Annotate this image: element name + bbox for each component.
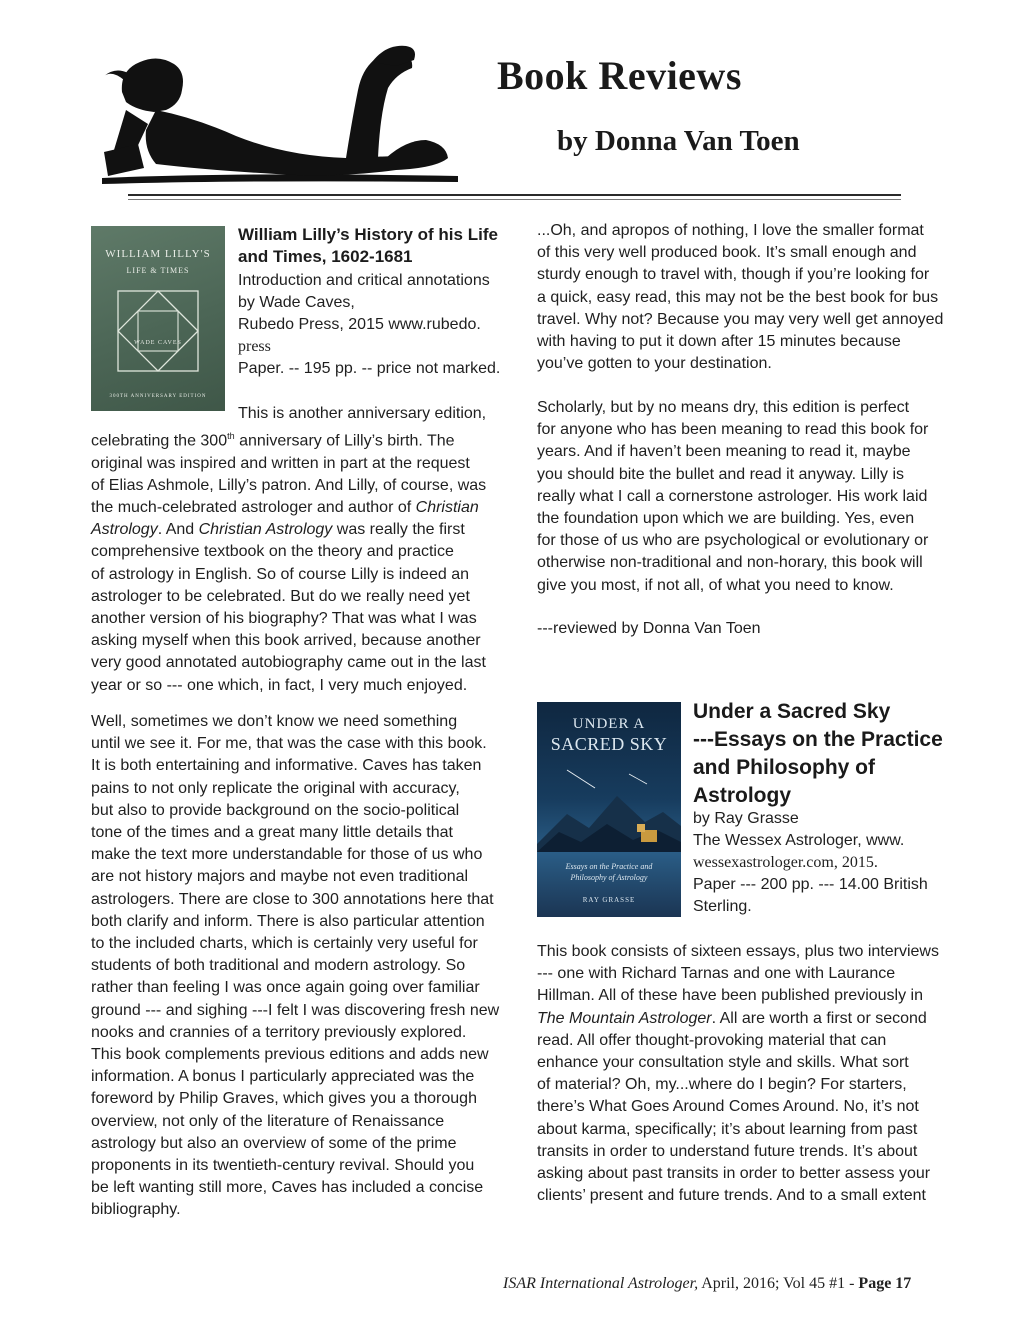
review1-title-line1: William Lilly’s History of his Life: [238, 225, 498, 244]
reading-woman-silhouette: [96, 40, 466, 190]
cover2-subtitle-1: Essays on the Practice and: [565, 862, 653, 871]
review1-detail-2: by Wade Caves,: [238, 294, 355, 311]
review1-para1-superscript: th: [227, 431, 235, 441]
header-rule: [128, 194, 901, 196]
cover2-title-line2: SACRED SKY: [550, 734, 668, 754]
cover2-subtitle-2: Philosophy of Astrology: [570, 873, 648, 882]
review1-para1-em-1b: Astrology: [91, 521, 158, 539]
review2-para1-em: The Mountain Astrologer: [537, 1009, 712, 1027]
page-footer: [503, 1275, 911, 1293]
review2-title-line1: Under a Sacred Sky: [693, 700, 891, 723]
review1-para4: Scholarly, but by no means dry, this edition is perfect for anyone who has been meaning to read this book for years. And if haven’t been meaning to read it, maybe you should bite the bullet and read it anyway. Lilly is really what I call a cornerstone astrologer. His work laid the foundation upon which we are building. Yes, even for those of us who are psychological or evolutionary or otherwise non-traditional and non-horary, this book will give you most, if not all, of what you need to know.: [537, 399, 929, 594]
review1-detail-3: Rubedo Press, 2015 www.rubedo.: [238, 316, 481, 333]
review1-title-line2: and Times, 1602-1681: [238, 247, 413, 266]
footer-page-number: Page 17: [858, 1275, 912, 1292]
header-rule-thin: [128, 199, 901, 200]
review2-detail-4: Paper --- 200 pp. --- 14.00 British: [693, 876, 928, 893]
review2-detail-1: by Ray Grasse: [693, 810, 799, 827]
cover2-title-line1: UNDER A: [572, 716, 646, 732]
cover-geometric-emblem: [115, 288, 201, 374]
author-byline: by Donna Van Toen: [557, 125, 800, 157]
review2-title-line4: Astrology: [693, 784, 792, 807]
lilly-book-cover: [91, 226, 225, 411]
cover-title-line2: LIFE & TIMES: [126, 266, 190, 275]
review1-para1-text-b: anniversary of Lilly’s birth. The original was inspired and written in part at the request of Elias Ashmole, Lilly’s patron. And Lilly, of course, was the much-celebrated astrologer and author of: [91, 432, 487, 516]
review2-para1-text-a: This book consists of sixteen essays, plus two interviews --- one with Richard Tarnas and one with Laurance Hillman. All of these have been published previously in: [537, 943, 939, 1005]
review1-para1-em-1a: Christian: [415, 498, 479, 516]
page-title: Book Reviews: [497, 53, 742, 98]
review1-para1-text-c: . And: [157, 521, 199, 539]
review1-detail-5: Paper. -- 195 pp. -- price not marked.: [238, 360, 501, 377]
review2-para1-text-b: . All are worth a first or second read. All offer thought-provoking material that can enhance your consultation style and skills. What sort of material? Oh, my...where do I begin? For starters, there’s What Goes Around Comes Around. No, it’s not about karma, specifically; it’s about learning from past transits in order to understand future trends. It’s about asking about past transits in order to better assess your clients’ present and future trends. And to a small extent: [537, 1009, 931, 1205]
review1-para1-text-a: celebrating the 300: [91, 432, 228, 450]
review1-signoff: ---reviewed by Donna Van Toen: [537, 620, 761, 637]
review1-para3: ...Oh, and apropos of nothing, I love the smaller format of this very well produced book. It’s small enough and sturdy enough to travel with, though if you’re looking for a quick, easy read, this may not be the best book for bus travel. Why not? Because you may very well get annoyed with having to put it down after 15 minutes because you’ve gotten to your destination.: [537, 222, 944, 373]
footer-issue: April, 2016; Vol 45 #1 -: [698, 1275, 859, 1292]
review1-detail-4: press: [238, 338, 271, 355]
cover-title-line1: WILLIAM LILLY'S: [105, 248, 211, 260]
review1-para2: Well, sometimes we don’t know we need something until we see it. For me, that was the case with this book. It is both entertaining and informative. Caves has taken pains to not only replicate the original with accuracy, but also to provide background on the socio-political tone of the times and a great many little details that make the text more understandable for those of us who are not history majors and maybe not even traditional astrologers. There are close to 300 annotations here that both clarify and inform. There is also particular attention to the included charts, which is certainly very useful for students of both traditional and modern astrology. So rather than feeling I was once again going over familiar ground --- and sighing ---I felt I was discovering fresh new nooks and crannies of a territory previously explored. This book complements previous editions and adds new information. A bonus I particularly appreciated was the foreword by Philip Graves, which gives you a thorough overview, not only of the literature of Renaissance astrology but also an overview of some of the prime proponents in its twentieth-century revival. Should you be left wanting still more, Caves has included a concise bibliography.: [91, 713, 500, 1219]
cover-footer: 300TH ANNIVERSARY EDITION: [109, 394, 207, 399]
review2-detail-2: The Wessex Astrologer, www.: [693, 832, 905, 849]
review1-para1: [91, 425, 521, 697]
cover-author: WADE CAVES: [134, 340, 182, 346]
review2-detail-3: wessexastrologer.com, 2015.: [693, 854, 878, 871]
review2-para1: [537, 941, 967, 1207]
review1-para1-first-line: This is another anniversary edition,: [238, 405, 487, 422]
review2-title-line2: ---Essays on the Practice: [693, 728, 943, 751]
sacred-sky-book-cover: [537, 702, 681, 917]
review1-para1-em-2: Christian Astrology: [198, 521, 333, 539]
cover2-mountain-art: [537, 762, 681, 852]
review2-title-line3: and Philosophy of: [693, 756, 875, 779]
review1-para1-text-d: was really the first comprehensive textbook on the theory and practice of astrology in English. So of course Lilly is indeed an astrologer to be celebrated. But do we really need yet another version of his biography? That was what I was asking myself when this book arrived, because another very good annotated autobiography came out in the last year or so --- one which, in fact, I very much enjoyed.: [91, 521, 486, 694]
review1-detail-1: Introduction and critical annotations: [238, 272, 490, 289]
footer-publication: ISAR International Astrologer,: [503, 1275, 699, 1292]
review2-detail-5: Sterling.: [693, 898, 752, 915]
cover2-author: RAY GRASSE: [582, 896, 636, 904]
